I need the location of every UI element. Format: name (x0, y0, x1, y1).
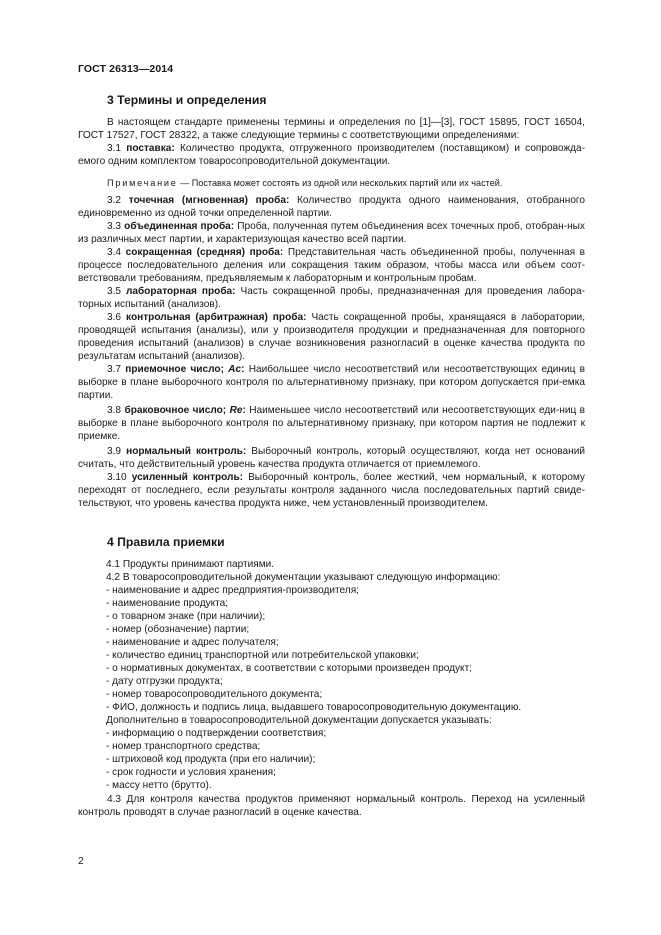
term-number: 3.1 (107, 143, 122, 154)
term-number: 3.3 (107, 221, 122, 232)
list-item: - наименование и адрес получателя; (106, 637, 279, 648)
term-name: точечная (мгновенная) проба: (128, 195, 290, 206)
term-symbol: Re (229, 405, 243, 416)
list-item: - ФИО, должность и подпись лица, выдавшего товаросопроводительную документацию. (106, 702, 522, 713)
term-definition: Часть сокращенной пробы, предназначенная для проведения лабора-торных испытаний (анализов). (78, 286, 585, 310)
section-4-title: 4 Правила приемки (107, 535, 225, 549)
list-item: - номер (обозначение) партии; (106, 624, 250, 635)
term-number: 3.8 (107, 405, 122, 416)
term-name: объединенная проба: (124, 221, 235, 232)
term-3-5 (78, 286, 585, 312)
term-definition: Наименьшее число несоответствий или несоответствующих еди-ниц в выборке в плане выборочного контроля по альтернативному признаку, при котором партия не подлежит к приемке. (78, 405, 585, 442)
list-item: - массу нетто (брутто). (106, 780, 212, 791)
section-3-title: 3 Термины и определения (107, 93, 267, 107)
term-3-6 (78, 312, 585, 363)
list-item: - о нормативных документах, в соответствии с которыми произведен продукт; (106, 663, 472, 674)
clause-4-3: 4.3 Для контроля качества продуктов применяют нормальный контроль. Переход на усиленный контроль проводят в случае разногласий в оценке качества. (78, 794, 585, 818)
term-name: лабораторная проба: (126, 286, 236, 297)
term-definition: Представительная часть объединенной пробы, полученная в процессе последовательного деления или сокращения таким образом, чтобы масса или объем соот-ветствовали требованиям, предъявляемым к лабораторным и контрольным пробам. (78, 247, 586, 284)
term-symbol: Ac (228, 364, 242, 375)
list-item: - количество единиц транспортной или потребительской упаковки; (106, 650, 419, 661)
list-item: - наименование и адрес предприятия-производителя; (106, 585, 359, 596)
list-item: - срок годности и условия хранения; (106, 767, 276, 778)
list-item: - штриховой код продукта (при его наличии); (106, 754, 316, 765)
term-number: 3.5 (107, 286, 122, 297)
list-item: - дату отгрузки продукта; (106, 676, 223, 687)
term-name: сокращенная (средняя) проба: (125, 247, 284, 258)
term-name: нормальный контроль: (126, 446, 247, 457)
term-3-2 (78, 195, 585, 221)
term-number: 3.10 (107, 472, 127, 483)
term-3-10 (78, 472, 585, 511)
term-definition: Количество продукта, отгруженного производителем (поставщиком) и сопровожда-емого одним комплектом товаросопроводительной документации. (78, 143, 585, 167)
clause-4-1: 4.1 Продукты принимают партиями. (106, 559, 275, 570)
section-3-intro: В настоящем стандарте применены термины и определения по [1]—[3], ГОСТ 15895, ГОСТ 16504, ГОСТ 17527, ГОСТ 28322, а также следующие термины с соответствующими определениями: (78, 117, 585, 141)
term-definition: Часть сокращенной пробы, хранящаяся в лаборатории, проводящей испытания (анализы), или у производителя продукции и предназначенная для повторного проведения испытаний (анализов) в случае возникновения разногласий в оценке качества продукта по результатам испытаний (анализов). (78, 312, 586, 362)
list-item: - информацию о подтверждении соответствия; (106, 728, 327, 739)
page-number: 2 (78, 855, 84, 867)
term-3-4 (78, 247, 585, 286)
list-item: - о товарном знаке (при наличии); (106, 611, 266, 622)
term-number: 3.4 (107, 247, 122, 258)
term-definition: Выборочный контроль, более жесткий, чем нормальный, к которому переходят от последнего, если результаты контроля заданного числа последовательных партий свиде-тельствуют, что уровень качества продукта ниже, чем установленный производителем. (78, 472, 585, 509)
term-number: 3.7 (107, 364, 122, 375)
term-number: 3.9 (107, 446, 122, 457)
list-item: - номер транспортного средства; (106, 741, 261, 752)
term-name: усиленный контроль: (131, 472, 244, 483)
term-3-1 (78, 143, 585, 169)
note (78, 177, 585, 190)
extra-intro: Дополнительно в товаросопроводительной документации допускается указывать: (106, 715, 492, 726)
term-name: приемочное число; (125, 364, 224, 375)
term-3-8: 3.8 браковочное число; Re: Наименьшее число несоответствий или несоответствующих еди-ниц в выборке в плане выборочного контроля по альтернативному признаку, при котором партия не подлежит к приемке. (78, 405, 585, 442)
term-definition: Выборочный контроль, который осуществляют, когда нет оснований считать, что действительный уровень качества продукта отличается от приемлемого. (78, 446, 586, 470)
term-number: 3.6 (107, 312, 122, 323)
term-definition: Количество продукта одного наименования, отобранного единовременно из одной точки определенной партии. (78, 195, 586, 219)
list-item: - наименование продукта; (106, 598, 229, 609)
term-name: контрольная (арбитражная) проба: (126, 312, 307, 323)
term-name: поставка: (126, 143, 175, 154)
term-3-3 (78, 221, 585, 247)
term-definition: Наибольшее число несоответствий или несоответствующих единиц в выборке в плане выборочного контроля по альтернативному признаку, при котором допускается при-емка партии. (78, 364, 585, 401)
list-item: - номер товаросопроводительного документа; (106, 689, 323, 700)
clause-4-2: 4.2 В товаросопроводительной документации указывают следующую информацию: (106, 572, 501, 583)
note-text: — Поставка может состоять из одной или нескольких партий или их частей. (180, 178, 503, 188)
term-3-7: 3.7 приемочное число; Ac: Наибольшее число несоответствий или несоответствующих единиц в выборке в плане выборочного контроля по альтернативному признаку, при котором допускается при-емка партии. (78, 364, 585, 401)
standard-header: ГОСТ 26313—2014 (78, 63, 174, 75)
term-3-9 (78, 446, 585, 472)
term-name: браковочное число; (124, 405, 227, 416)
note-label: Примечание (107, 178, 178, 188)
term-number: 3.2 (107, 195, 122, 206)
term-definition: Проба, полученная путем объединения всех точечных проб, отобран-ных из различных мест партии, и характеризующая качество всей партии. (78, 221, 585, 245)
